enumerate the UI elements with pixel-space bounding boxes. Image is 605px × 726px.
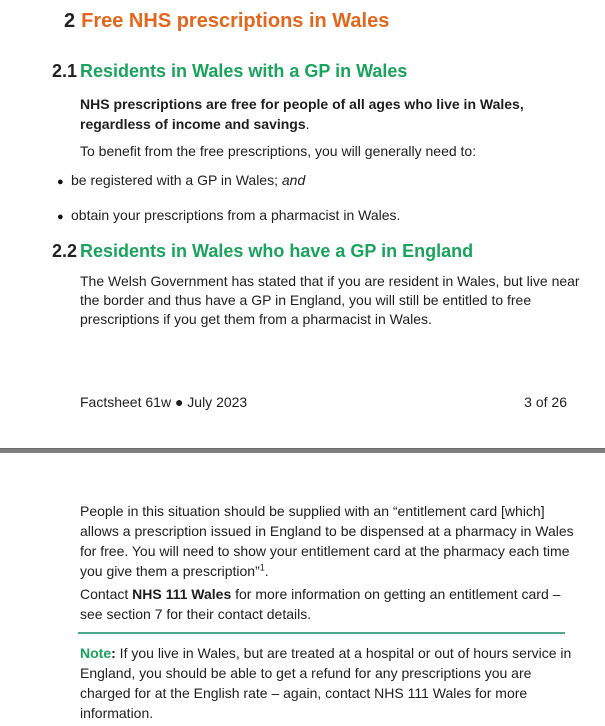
footer-page-number: 3 of 26 (524, 394, 567, 410)
section-2-number: 2 (64, 10, 76, 32)
key-message-bold-text: NHS prescriptions are free for people of all ages who live in Wales, regardless of income and savings (80, 96, 524, 132)
entitlement-card-text: People in this situation should be supplied with an “entitlement card [which] allows a prescription issued in England to be dispensed at a pharmacy in Wales for free. You will need to show your entitlement card at the pharmacy each time you give them a prescription” (80, 503, 574, 579)
page-1 (0, 10, 605, 411)
section-2-1-title: Residents in Wales with a GP in Wales (80, 61, 408, 81)
footer-factsheet-label: Factsheet 61w ● July 2023 (80, 394, 248, 410)
contact-text-post: for more information on getting an entitlement card – see section 7 for their contact details. (80, 586, 561, 622)
document (0, 10, 605, 726)
key-message-period: . (305, 116, 310, 132)
welsh-government-paragraph: The Welsh Government has stated that if you are resident in Wales, but live near the border and thus have a GP in England, you will still be entitled to free prescriptions if you get them from a pharmacist in Wales. (80, 273, 580, 327)
list-item-text-main: be registered with a GP in Wales; (71, 172, 282, 188)
section-2-heading (64, 10, 605, 32)
list-item-text-italic: and (281, 172, 306, 188)
note-text: If you live in Wales, but are treated at a hospital or out of hours service in England, you should be able to get a refund for any prescriptions you are charged for at the English rate – again, contact NHS 111 Wales for more information. (80, 645, 572, 721)
bullet-icon: ● (57, 211, 64, 223)
requirements-list (0, 171, 605, 227)
page-2 (0, 501, 605, 723)
key-message-paragraph (80, 94, 580, 134)
note-paragraph (80, 643, 580, 723)
nhs-111-wales-bold: NHS 111 Wales (132, 586, 232, 602)
entitlement-card-paragraph (80, 501, 580, 581)
intro-paragraph: To benefit from the free prescriptions, you will generally need to: (80, 143, 477, 159)
page-footer (80, 394, 567, 411)
note-divider-line (78, 632, 565, 634)
note-label: Note (80, 645, 112, 661)
section-2-1-heading (52, 61, 605, 81)
bullet-icon: ● (57, 176, 64, 188)
list-item-text-main: obtain your prescriptions from a pharmacist in Wales. (71, 207, 401, 223)
section-2-title: Free NHS prescriptions in Wales (81, 10, 390, 32)
entitlement-card-period: . (264, 563, 269, 579)
page-break-divider (0, 448, 605, 453)
section-2-1-number: 2.1 (52, 61, 78, 81)
section-2-2-heading (52, 241, 605, 261)
contact-text-pre: Contact (80, 586, 133, 602)
list-item (57, 206, 562, 227)
footnote-reference: 1 (259, 562, 265, 573)
list-item (57, 171, 562, 192)
contact-paragraph (80, 584, 580, 624)
list-item-text (71, 206, 400, 225)
section-2-2-number: 2.2 (52, 241, 78, 261)
list-item-text (71, 171, 305, 190)
note-colon: : (111, 645, 116, 661)
section-2-2-title: Residents in Wales who have a GP in England (80, 241, 474, 261)
